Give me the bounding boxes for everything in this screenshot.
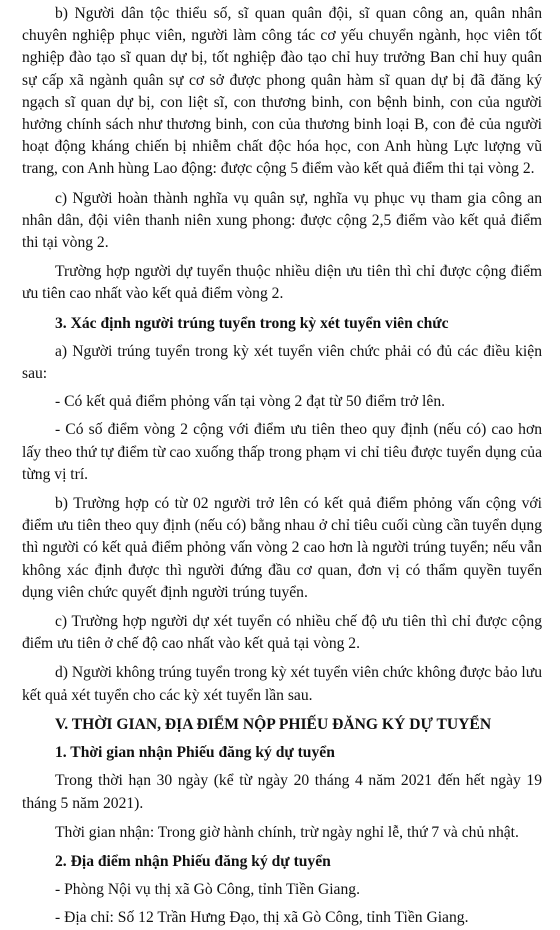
list-item-address: - Địa chỉ: Số 12 Trần Hưng Đạo, thị xã Gò Công, tỉnh Tiền Giang.: [55, 909, 469, 927]
paragraph-office-hours: Thời gian nhận: Trong giờ hành chính, trừ ngày nghỉ lễ, thứ 7 và chủ nhật.: [55, 823, 519, 841]
paragraph-conditions-a: a) Người trúng tuyển trong kỳ xét tuyển viên chức phải có đủ các điều kiện sau:: [22, 342, 542, 383]
list-item-interview-score: - Có kết quả điểm phỏng vấn tại vòng 2 đạt từ 50 điểm trở lên.: [55, 393, 446, 411]
paragraph-time-period: Trong thời hạn 30 ngày (kể từ ngày 20 tháng 4 năm 2021 đến hết ngày 19 tháng 5 năm 2021).: [22, 772, 542, 812]
paragraph-priority-b: b) Người dân tộc thiểu số, sĩ quan quân đội, sĩ quan công an, quân nhân chuyên nghiệp phục viên, người làm công tác cơ yếu chuyển ngành, học viên tốt nghiệp đào tạo sĩ quan dự bị, tốt nghiệp đào tạo chỉ huy trưởng Ban chỉ huy quân sự cấp xã ngành quân sự cơ sở được phong quân hàm sĩ quan dự bị đã đăng ký ngạch sĩ quan dự bị, con liệt sĩ, con thương binh, con bệnh binh, con của người hưởng chính sách như thương binh, con của thương binh loại B, con đẻ của người hoạt động kháng chiến bị nhiễm chất độc hóa học, con Anh hùng Lực lượng vũ trang, con Anh hùng Lao động: được cộng 5 điểm vào kết quả điểm thi tại vòng 2.: [22, 5, 542, 178]
paragraph-priority-c: c) Người hoàn thành nghĩa vụ quân sự, nghĩa vụ phục vụ tham gia công an nhân dân, đội viên thanh niên xung phong: được cộng 2,5 điểm vào kết quả điểm thi tại vòng 2.: [22, 189, 542, 252]
paragraph-priority-regime-c: c) Trường hợp người dự xét tuyển có nhiều chế độ ưu tiên thì chỉ được cộng điểm ưu tiên ở chế độ cao nhất vào kết quả tại vòng 2.: [22, 613, 542, 653]
paragraph-no-reserve-d: d) Người không trúng tuyển trong kỳ xét tuyển viên chức không được bảo lưu kết quả xét tuyển cho các kỳ xét tuyển lần sau.: [22, 664, 542, 704]
heading-receive-location: 2. Địa điểm nhận Phiếu đăng ký dự tuyển: [55, 852, 331, 870]
heading-receive-time: 1. Thời gian nhận Phiếu đăng ký dự tuyển: [55, 744, 335, 762]
heading-section-3: 3. Xác định người trúng tuyển trong kỳ xét tuyển viên chức: [55, 314, 449, 332]
paragraph-tie-b: b) Trường hợp có từ 02 người trở lên có kết quả điểm phỏng vấn cộng với điểm ưu tiên theo quy định (nếu có) bằng nhau ở chỉ tiêu cuối cùng cần tuyển dụng thì người có kết quả điểm phỏng vấn vòng 2 cao hơn là người trúng tuyển; nếu vẫn không xác định được thì người đứng đầu cơ quan, đơn vị có thẩm quyền tuyển dụng viên chức quyết định người trúng tuyển.: [22, 495, 542, 601]
list-item-ranking: - Có số điểm vòng 2 cộng với điểm ưu tiên theo quy định (nếu có) cao hơn lấy theo thứ tự điểm từ cao xuống thấp trong phạm vi chỉ tiêu được tuyển dụng của từng vị trí.: [22, 421, 542, 483]
paragraph-multiple-priority: Trường hợp người dự tuyển thuộc nhiều diện ưu tiên thì chỉ được cộng điểm ưu tiên cao nhất vào kết quả điểm vòng 2.: [22, 263, 542, 303]
heading-section-v: V. THỜI GIAN, ĐỊA ĐIỂM NỘP PHIẾU ĐĂNG KÝ DỰ TUYỂN: [55, 715, 492, 733]
list-item-office: - Phòng Nội vụ thị xã Gò Công, tỉnh Tiền Giang.: [55, 881, 360, 899]
